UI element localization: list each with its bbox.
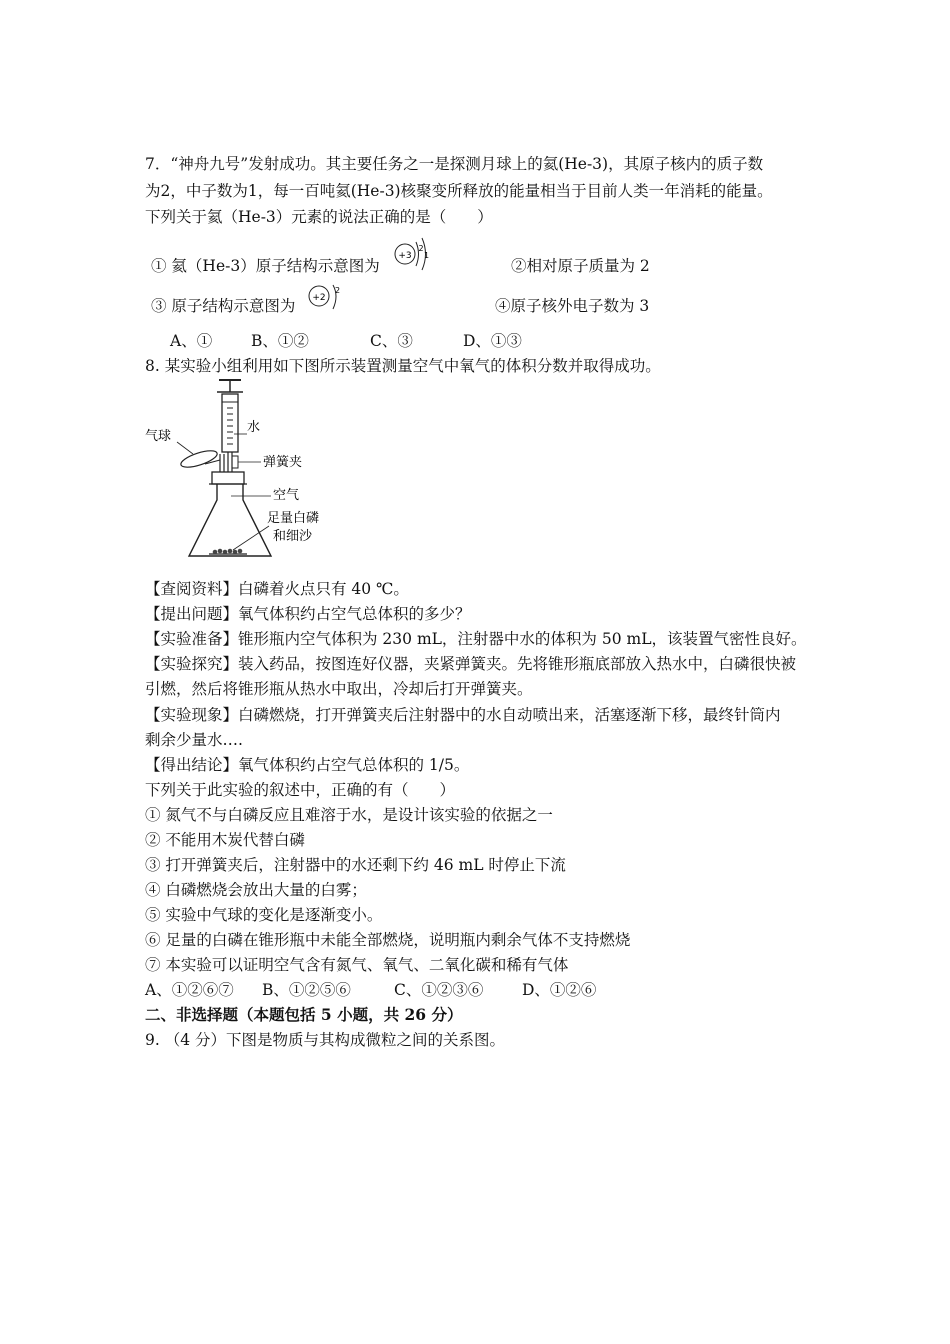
q8-statement: ⑦ 本实验可以证明空气含有氮气、氧气、二氧化碳和稀有气体 xyxy=(145,956,569,974)
label-fine-sand: 和细沙 xyxy=(273,529,313,544)
q8-statement: ⑤ 实验中气球的变化是逐渐变小。 xyxy=(145,906,383,924)
q7-statement-1 xyxy=(151,256,380,276)
q8-statement: ④ 白磷燃烧会放出大量的白雾； xyxy=(145,881,367,899)
label-air: 空气 xyxy=(273,488,300,503)
q8-paragraph: 【提出问题】氧气体积约占空气总体积的多少？ xyxy=(145,605,471,623)
experiment-apparatus-figure xyxy=(143,376,363,566)
q8-paragraph: 【得出结论】氧气体积约占空气总体积的 1/5。 xyxy=(145,756,470,774)
q7-statement-4: ④原子核外电子数为 3 xyxy=(495,297,650,315)
diagram1-shell1: 2 xyxy=(418,244,424,253)
q8-paragraph: 【实验探究】装入药品，按图连好仪器，夹紧弹簧夹。先将锥形瓶底部放入热水中，白磷很快被 xyxy=(145,655,797,673)
q7-option-b: B、①② xyxy=(251,332,309,350)
q7-statement-3-text: ③ 原子结构示意图为 xyxy=(151,297,296,315)
q8-paragraph: 下列关于此实验的叙述中，正确的有（ ） xyxy=(145,781,456,799)
q8-paragraph: 【实验准备】锥形瓶内空气体积为 230 mL，注射器中水的体积为 50 mL，该装置气密性良好。 xyxy=(145,630,807,648)
diagram2-shell1: 2 xyxy=(335,286,341,295)
q7-statement-1-text: ① 氦（He-3）原子结构示意图为 xyxy=(151,257,380,275)
q8-statement: ③ 打开弹簧夹后，注射器中的水还剩下约 46 mL 时停止下流 xyxy=(145,856,566,874)
q8-statement: ① 氮气不与白磷反应且难溶于水，是设计该实验的依据之一 xyxy=(145,806,553,824)
label-balloon: 气球 xyxy=(145,429,172,444)
q7-line-3: 下列关于氦（He-3）元素的说法正确的是（ ） xyxy=(145,208,493,226)
q7-option-d: D、①③ xyxy=(463,332,522,350)
q8-option-b: B、①②⑤⑥ xyxy=(262,981,351,999)
q8-line-1: 8. 某实验小组利用如下图所示装置测量空气中氧气的体积分数并取得成功。 xyxy=(145,357,661,375)
q8-option-c: C、①②③⑥ xyxy=(394,981,484,999)
q8-paragraph: 剩余少量水…. xyxy=(145,731,243,749)
q7-statement-2: ②相对原子质量为 2 xyxy=(511,257,650,275)
label-spring-clamp: 弹簧夹 xyxy=(263,455,303,470)
q8-statement: ② 不能用木炭代替白磷 xyxy=(145,831,305,849)
diagram2-nucleus: +2 xyxy=(312,293,326,303)
label-white-phosphorus: 足量白磷 xyxy=(267,511,320,526)
label-water: 水 xyxy=(247,420,261,435)
q8-paragraph: 引燃，然后将锥形瓶从热水中取出，冷却后打开弹簧夹。 xyxy=(145,680,533,698)
q7-line-2: 为2，中子数为1，每一百吨氦(He-3)核聚变所释放的能量相当于目前人类一年消耗的能量。 xyxy=(145,182,773,200)
diagram1-nucleus: +3 xyxy=(398,251,412,261)
q7-option-a: A、① xyxy=(170,332,213,350)
q8-paragraph: 【查阅资料】白磷着火点只有 40 ℃。 xyxy=(145,580,409,598)
q8-option-d: D、①②⑥ xyxy=(522,981,597,999)
q8-option-a: A、①②⑥⑦ xyxy=(145,981,234,999)
q8-statement: ⑥ 足量的白磷在锥形瓶中未能全部燃烧，说明瓶内剩余气体不支持燃烧 xyxy=(145,931,631,949)
q7-option-c: C、③ xyxy=(370,332,413,350)
q7-statement-3 xyxy=(151,296,295,316)
q8-paragraph: 【实验现象】白磷燃烧，打开弹簧夹后注射器中的水自动喷出来，活塞逐渐下移，最终针筒内 xyxy=(145,706,781,724)
diagram1-shell2: 1 xyxy=(424,251,430,260)
atom-diagram-2 xyxy=(306,280,350,316)
q9-line: 9. （4 分）下图是物质与其构成微粒之间的关系图。 xyxy=(145,1031,506,1049)
he3-atom-diagram-1 xyxy=(392,234,436,274)
section-heading: 二、非选择题（本题包括 5 小题，共 26 分） xyxy=(145,1005,463,1024)
q7-line-1: 7．“神舟九号”发射成功。其主要任务之一是探测月球上的氦(He-3)，其原子核内的质子数 xyxy=(145,155,764,173)
